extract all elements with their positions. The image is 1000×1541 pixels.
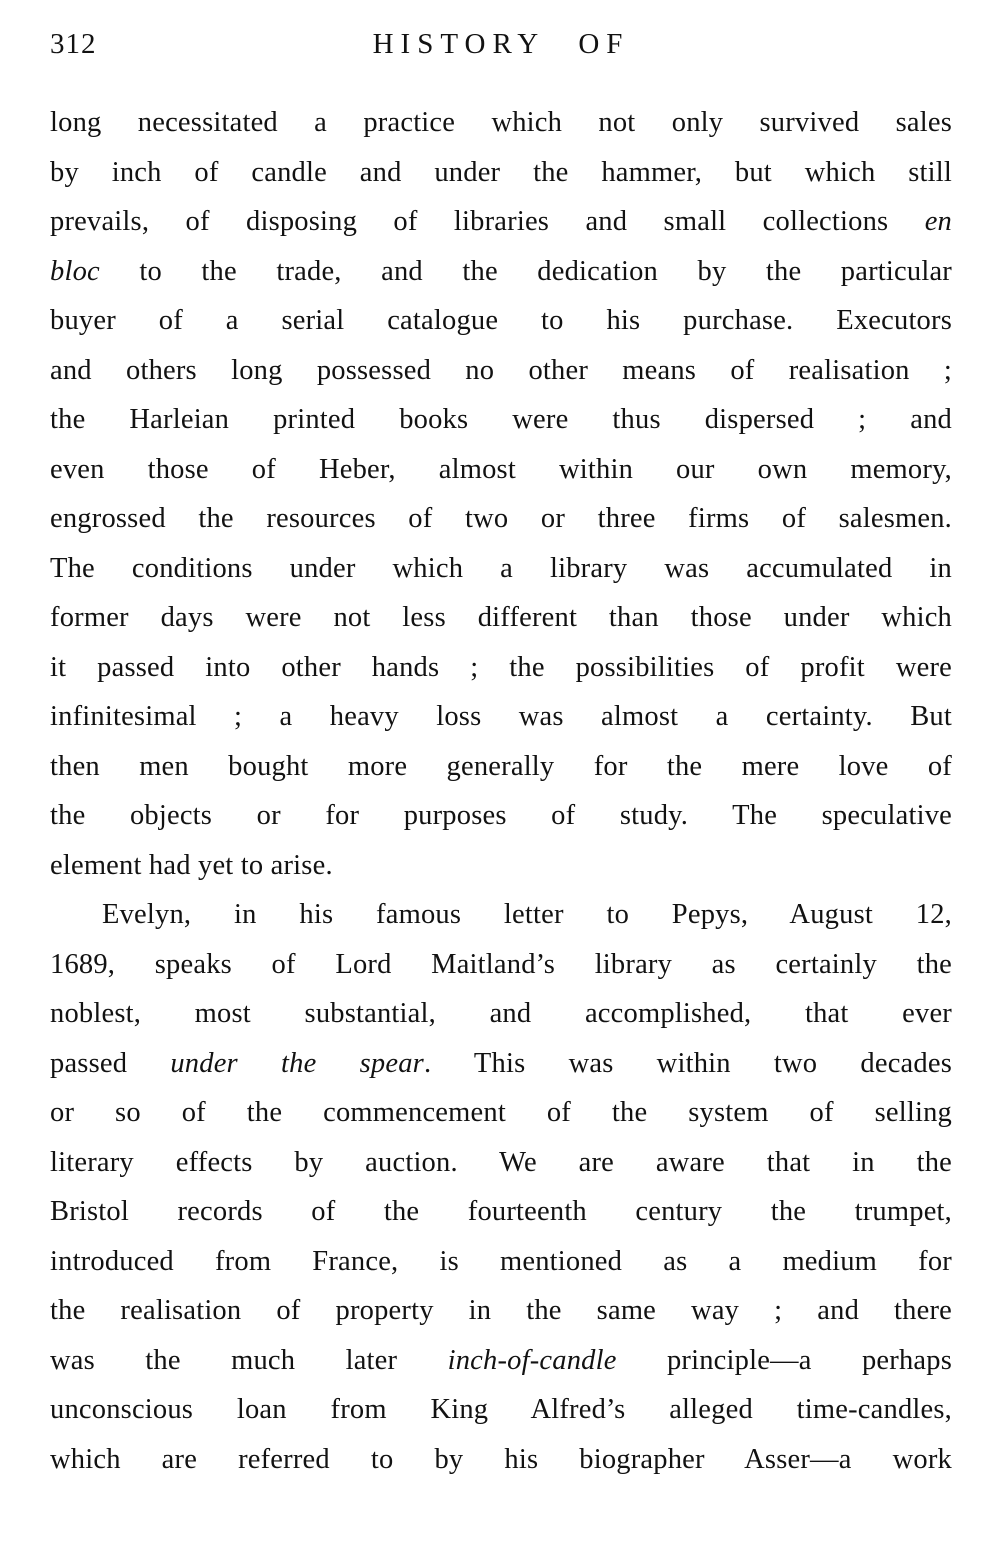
running-header [50, 28, 952, 74]
text-segment: The conditions under which a library was accumulated in [50, 552, 952, 584]
text-line [50, 1039, 952, 1089]
text-line [50, 742, 952, 792]
text-segment: element had yet to arise. [50, 849, 333, 881]
text-segment: introduced from France, is mentioned as a medium for [50, 1245, 952, 1277]
text-block [50, 98, 952, 1484]
text-segment: long necessitated a practice which not only survived sales [50, 107, 952, 138]
text-line [50, 1138, 952, 1188]
italic-text-segment: bloc [50, 255, 100, 287]
text-segment: the realisation of property in the same way ; and there [50, 1295, 952, 1326]
text-segment: the Harleian printed books were thus dispersed ; and [50, 404, 952, 435]
text-segment: Bristol records of the fourteenth century the trumpet, [50, 1196, 952, 1227]
italic-text-segment: inch-of-candle [447, 1344, 617, 1376]
text-segment: prevails, of disposing of libraries and small collections [50, 206, 925, 237]
text-line [50, 494, 952, 544]
text-line [50, 1385, 952, 1435]
text-segment: . This was within two decades [423, 1047, 952, 1079]
text-line [50, 1088, 952, 1138]
text-segment: which are referred to by his biographer Asser—a work [50, 1443, 952, 1475]
text-line [50, 247, 952, 297]
text-line [50, 940, 952, 990]
text-segment: 1689, speaks of Lord Maitland’s library as certainly the [50, 948, 952, 980]
text-line [50, 989, 952, 1039]
text-line [50, 544, 952, 594]
text-segment: by inch of candle and under the hammer, but which still [50, 156, 952, 188]
page-number: 312 [50, 28, 97, 60]
text-segment: former days were not less different than those under which [50, 602, 952, 633]
text-segment: engrossed the resources of two or three firms of salesmen. [50, 503, 952, 534]
text-segment: the objects or for purposes of study. The speculative [50, 800, 952, 831]
text-line [50, 1286, 952, 1336]
text-line [50, 692, 952, 742]
text-line [50, 791, 952, 841]
text-segment: or so of the commencement of the system of selling [50, 1097, 952, 1128]
text-line [50, 346, 952, 396]
text-segment: unconscious loan from King Alfred’s alleged time-candles, [50, 1394, 952, 1425]
text-line [50, 445, 952, 495]
text-line [50, 1435, 952, 1485]
text-segment: to the trade, and the dedication by the particular [99, 255, 952, 287]
text-line [50, 197, 952, 247]
text-line [50, 296, 952, 346]
italic-text-segment: under the spear [170, 1047, 424, 1079]
text-segment: literary effects by auction. We are aware that in the [50, 1146, 952, 1178]
text-line [50, 1237, 952, 1287]
text-line [50, 98, 952, 148]
text-segment: Evelyn, in his famous letter to Pepys, August 12, [102, 899, 952, 930]
text-line [50, 593, 952, 643]
text-segment: then men bought more generally for the mere love of [50, 750, 952, 782]
text-segment: principle—a perhaps [616, 1344, 952, 1376]
text-line [50, 1336, 952, 1386]
text-segment: and others long possessed no other means of realisation ; [50, 354, 952, 386]
text-segment: it passed into other hands ; the possibilities of profit were [50, 651, 952, 683]
text-line [50, 395, 952, 445]
text-segment: noblest, most substantial, and accomplished, that ever [50, 998, 952, 1029]
header-title: HISTORY OF [372, 28, 630, 60]
text-line [50, 643, 952, 693]
italic-text-segment: en [924, 206, 952, 237]
text-segment: buyer of a serial catalogue to his purchase. Executors [50, 305, 952, 336]
text-segment: passed [50, 1047, 171, 1079]
text-line [50, 890, 952, 940]
text-segment: was the much later [50, 1344, 448, 1376]
text-line [50, 148, 952, 198]
text-line [50, 841, 952, 891]
text-line [50, 1187, 952, 1237]
text-segment: infinitesimal ; a heavy loss was almost a certainty. But [50, 701, 952, 732]
text-segment: even those of Heber, almost within our own memory, [50, 453, 952, 485]
